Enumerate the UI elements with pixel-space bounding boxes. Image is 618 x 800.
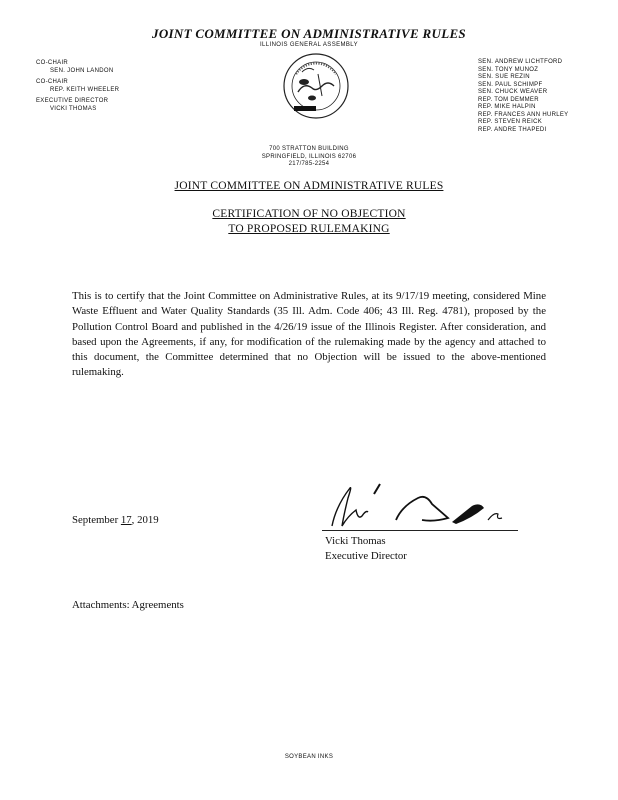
officer-name: SEN. JOHN LANDON xyxy=(50,67,114,74)
officer-entry xyxy=(36,60,166,75)
officer-entry xyxy=(36,98,166,113)
officer-name: VICKI THOMAS xyxy=(50,105,97,112)
signature-line xyxy=(322,530,518,531)
certification-body: This is to certify that the Joint Committee on Administrative Rules, at its 9/17/19 meeting, considered Mine Waste Effluent and Water Quality Standards (35 Ill. Adm. Code 406; 43 Ill. Reg. 4781), proposed by the Pollution Control Board and published in the 4/26/19 issue of the Illinois Register. After consideration, and based upon the Agreements, if any, for modification of the rulemaking made by the agency and attached to this document, the Committee determined that no Objection will be issued to the above-mentioned rulemaking. xyxy=(72,290,546,379)
member-item: REP. ANDRE THAPEDI xyxy=(478,126,547,133)
document-date xyxy=(72,514,159,526)
member-item: SEN. CHUCK WEAVER xyxy=(478,89,548,95)
member-item: SEN. SUE REZIN xyxy=(478,74,530,80)
signer-name: Vicki Thomas xyxy=(325,535,386,547)
officer-entry xyxy=(36,79,166,94)
members-list xyxy=(478,59,608,134)
committee-heading: JOINT COMMITTEE ON ADMINISTRATIVE RULES xyxy=(174,180,444,192)
address-line: SPRINGFIELD, ILLINOIS 62706 xyxy=(261,153,357,160)
certification-title-line1: CERTIFICATION OF NO OBJECTION xyxy=(212,208,406,220)
date-day: 17 xyxy=(120,514,132,526)
signature-image xyxy=(322,476,522,536)
officer-role: EXECUTIVE DIRECTOR xyxy=(36,98,109,104)
letterhead-title: JOINT COMMITTEE ON ADMINISTRATIVE RULES xyxy=(152,26,466,41)
member-item: REP. FRANCES ANN HURLEY xyxy=(478,111,569,118)
member-item: SEN. TONY MUNOZ xyxy=(478,66,539,73)
officer-role: CO-CHAIR xyxy=(36,60,69,66)
state-seal-icon xyxy=(282,52,350,120)
officer-name: REP. KEITH WHEELER xyxy=(50,86,120,93)
date-month: September xyxy=(72,514,121,526)
officers-list xyxy=(36,60,166,117)
committee-address xyxy=(0,146,618,169)
certification-title xyxy=(0,207,618,237)
officer-role: CO-CHAIR xyxy=(36,79,69,85)
address-line: 700 STRATTON BUILDING xyxy=(269,146,349,152)
member-item: SEN. PAUL SCHIMPF xyxy=(478,81,543,88)
date-year: , 2019 xyxy=(131,514,159,526)
member-item: REP. STEVEN REICK xyxy=(478,119,543,125)
signer-block xyxy=(325,534,407,563)
member-item: REP. MIKE HALPIN xyxy=(478,104,536,110)
address-line: 217/785-2254 xyxy=(288,161,330,167)
letterhead-subtitle: ILLINOIS GENERAL ASSEMBLY xyxy=(259,42,359,48)
footer-note: SOYBEAN INKS xyxy=(284,754,334,760)
attachments-note: Attachments: Agreements xyxy=(72,599,184,611)
certification-title-line2: TO PROPOSED RULEMAKING xyxy=(228,223,390,235)
member-item: SEN. ANDREW LICHTFORD xyxy=(478,59,563,65)
signer-title: Executive Director xyxy=(325,549,407,562)
member-item: REP. TOM DEMMER xyxy=(478,96,539,103)
